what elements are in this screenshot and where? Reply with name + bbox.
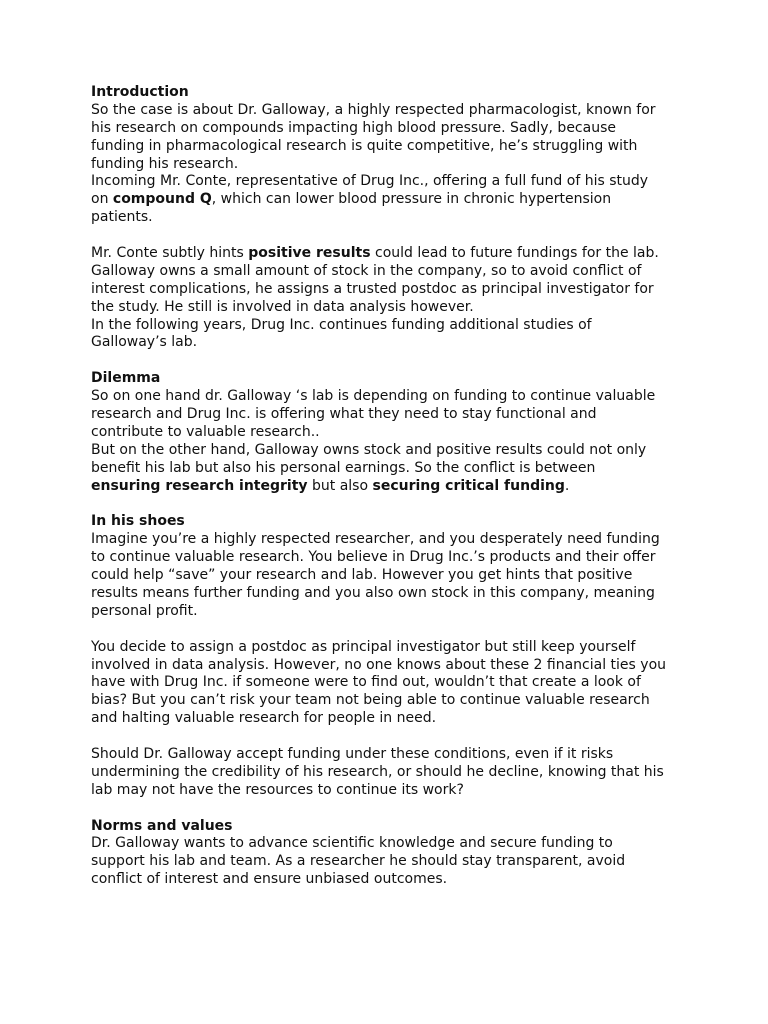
- paragraph-line: lab may not have the resources to continue its work?: [91, 781, 464, 798]
- paragraph-line: bias? But you can’t risk your team not being able to continue valuable research: [91, 692, 650, 709]
- paragraph-line: Imagine you’re a highly respected researcher, and you desperately need funding: [91, 531, 660, 548]
- paragraph-line: ensuring research integrity but also securing critical funding.: [91, 477, 570, 494]
- section-heading-introduction: Introduction: [91, 84, 189, 100]
- paragraph-line: his research on compounds impacting high blood pressure. Sadly, because: [91, 119, 616, 136]
- section-heading-norms-and-values: Norms and values: [91, 817, 233, 834]
- paragraph-line: So the case is about Dr. Galloway, a highly respected pharmacologist, known for: [91, 101, 656, 118]
- paragraph-line: could help “save” your research and lab. However you get hints that positive: [91, 567, 633, 584]
- paragraph-spacer: [91, 728, 691, 746]
- paragraph-line: benefit his lab but also his personal earnings. So the conflict is between: [91, 459, 596, 476]
- paragraph-line: So on one hand dr. Galloway ‘s lab is depending on funding to continue valuable: [91, 388, 656, 405]
- bold-term: positive results: [248, 245, 371, 262]
- paragraph-line: results means further funding and you also own stock in this company, meaning: [91, 584, 655, 601]
- paragraph-line: Galloway’s lab.: [91, 334, 198, 351]
- paragraph-line: funding his research.: [91, 155, 239, 172]
- paragraph-spacer: [91, 352, 691, 370]
- bold-term: ensuring research integrity: [91, 477, 308, 494]
- paragraph-line: Dr. Galloway wants to advance scientific knowledge and secure funding to: [91, 835, 613, 852]
- paragraph-line: have with Drug Inc. if someone were to find out, wouldn’t that create a look of: [91, 674, 641, 691]
- paragraph-spacer: [91, 495, 691, 513]
- paragraph-line: But on the other hand, Galloway owns stock and positive results could not only: [91, 441, 647, 458]
- paragraph-spacer: [91, 621, 691, 639]
- paragraph-spacer: [91, 800, 691, 818]
- paragraph-line: In the following years, Drug Inc. continues funding additional studies of: [91, 316, 592, 333]
- paragraph-spacer: [91, 227, 691, 245]
- paragraph-line: personal profit.: [91, 602, 198, 619]
- paragraph-line: to continue valuable research. You believe in Drug Inc.’s products and their offer: [91, 549, 656, 566]
- paragraph-line: Should Dr. Galloway accept funding under these conditions, even if it risks: [91, 745, 614, 762]
- paragraph-line: Galloway owns a small amount of stock in the company, so to avoid conflict of: [91, 262, 642, 279]
- paragraph-line: conflict of interest and ensure unbiased outcomes.: [91, 871, 448, 888]
- paragraph-line: support his lab and team. As a researcher he should stay transparent, avoid: [91, 853, 626, 870]
- paragraph-line: contribute to valuable research..: [91, 423, 320, 440]
- bold-term: compound Q: [112, 191, 212, 208]
- paragraph-line: the study. He still is involved in data analysis however.: [91, 298, 474, 315]
- document-page: [91, 84, 691, 889]
- paragraph-line: patients.: [91, 209, 153, 226]
- section-heading-dilemma: Dilemma: [91, 370, 161, 387]
- section-heading-in-his-shoes: In his shoes: [91, 513, 185, 530]
- paragraph-line: research and Drug Inc. is offering what they need to stay functional and: [91, 406, 597, 423]
- paragraph-line: funding in pharmacological research is quite competitive, he’s struggling with: [91, 137, 638, 154]
- paragraph-line: Incoming Mr. Conte, representative of Drug Inc., offering a full fund of his study: [91, 173, 649, 190]
- bold-term: securing critical funding: [372, 477, 565, 494]
- paragraph-line: interest complications, he assigns a trusted postdoc as principal investigator for: [91, 280, 654, 297]
- paragraph-line: You decide to assign a postdoc as principal investigator but still keep yourself: [91, 638, 636, 655]
- paragraph-line: Mr. Conte subtly hints positive results could lead to future fundings for the lab.: [91, 245, 659, 262]
- paragraph-line: involved in data analysis. However, no one knows about these 2 financial ties you: [91, 656, 667, 673]
- paragraph-line: on compound Q, which can lower blood pressure in chronic hypertension: [91, 191, 612, 208]
- paragraph-line: and halting valuable research for people in need.: [91, 710, 437, 727]
- paragraph-line: undermining the credibility of his research, or should he decline, knowing that his: [91, 763, 664, 780]
